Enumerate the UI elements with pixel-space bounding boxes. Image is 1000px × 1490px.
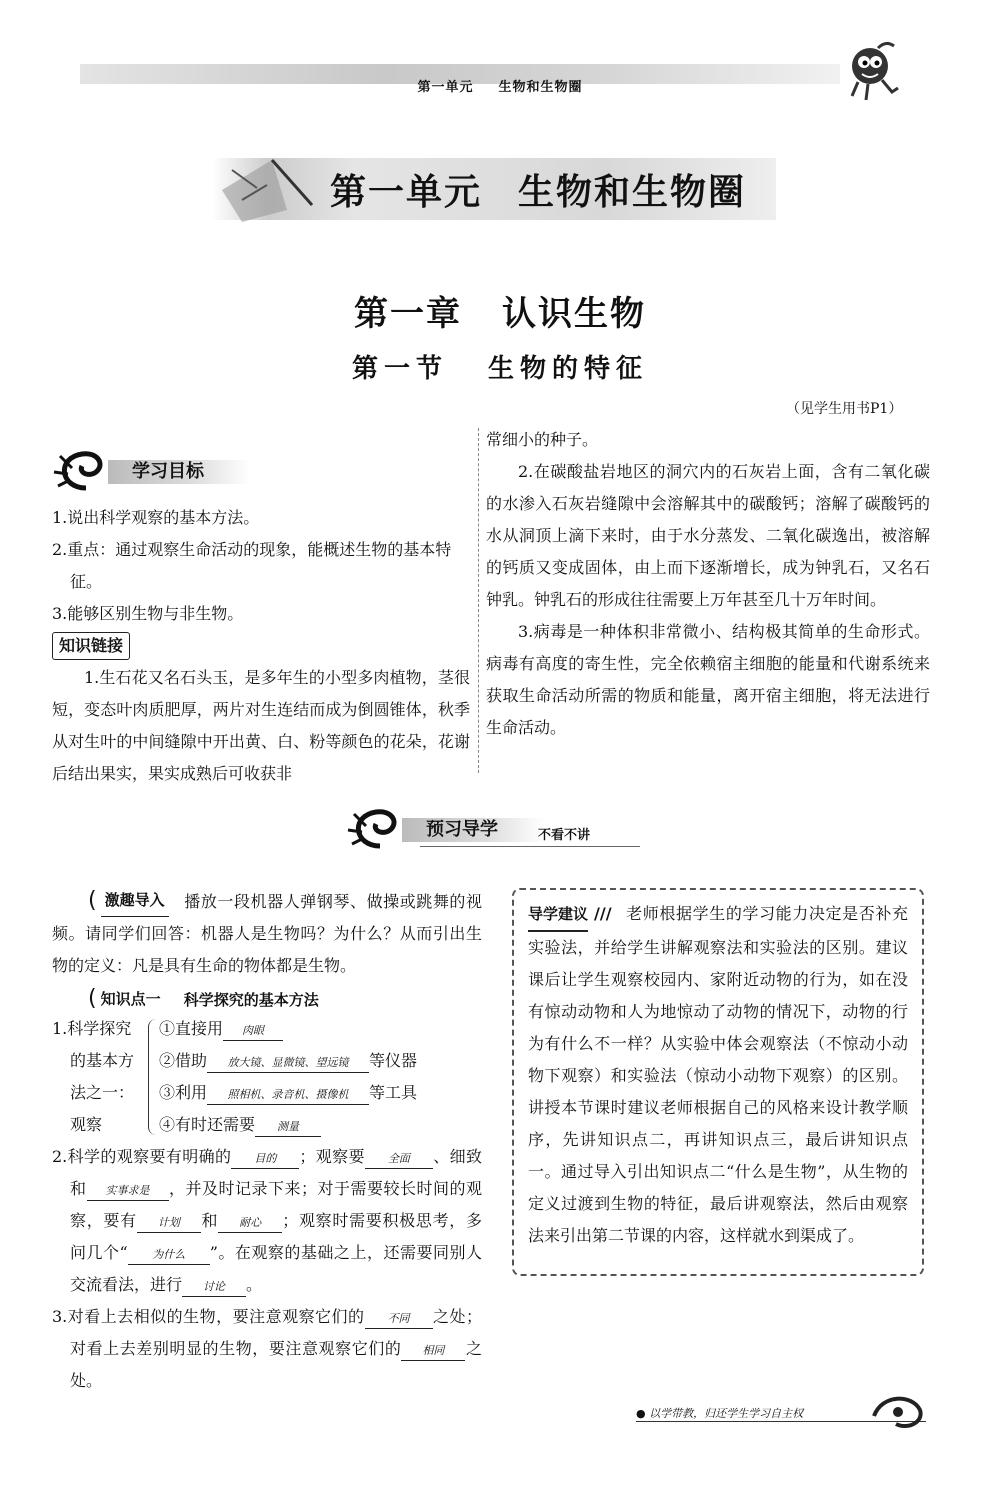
q1-brace: [148, 1019, 159, 1135]
teaching-advice-box: [512, 888, 924, 1276]
footer-page-corner-icon: [868, 1386, 928, 1434]
mascot-icon: [838, 36, 908, 106]
q2-answer: 全面: [365, 1150, 433, 1169]
q2-answer: 耐心: [218, 1214, 282, 1233]
running-head-unit: 第一单元: [417, 80, 474, 95]
q1-stem-line: 1.科学探究: [52, 1018, 132, 1038]
q1-option: [159, 1045, 417, 1077]
q3-text: 之处。: [70, 1338, 482, 1390]
q3-text: 之处；对看上去差别明显的生物，要注意观察它们的: [70, 1306, 482, 1358]
goal-item: 2.重点：通过观察生命活动的现象，能概述生物的基本特征。: [52, 540, 452, 591]
learning-goals-title: 学习目标: [108, 460, 250, 484]
q1-options: [159, 1013, 417, 1141]
column-divider: [478, 428, 480, 773]
kp1-label: 知识点一: [100, 989, 161, 1008]
bullet-icon: ●: [636, 1407, 646, 1420]
section-name: 生物的特征: [488, 354, 649, 384]
unit-number: 第一单元: [330, 172, 483, 213]
q3-answer: 相同: [401, 1342, 465, 1361]
knowledge-link-paragraph-3: 3.病毒是一种体积非常微小、结构极其简单的生命形式。病毒有高度的寄生性，完全依赖宿主细胞的能量和代谢系统来获取生命活动所需的物质和能量，离开宿主细胞，将无法进行生命活动。: [486, 622, 930, 737]
q1-option-answer: 照相机、录音机、摄像机: [207, 1086, 369, 1105]
preview-content: [52, 884, 482, 1397]
q3-text: 3.对看上去相似的生物，要注意观察它们的: [52, 1306, 365, 1326]
kp1-question-1: [52, 1013, 482, 1141]
q2-text: 和: [200, 1210, 219, 1230]
knowledge-link-heading: 知识链接: [52, 632, 130, 660]
intro-tag: [88, 884, 169, 917]
chapter-title: [0, 286, 1000, 335]
section-title: [0, 348, 1000, 385]
chapter-number: 第一章: [354, 294, 462, 334]
q2-text: ，并及时记录下来；对于需要较长时间的观察，要有: [70, 1178, 482, 1230]
q2-answer: 讨论: [182, 1278, 246, 1297]
student-book-reference: （见学生用书P1）: [786, 401, 903, 417]
q2-answer: 为什么: [128, 1246, 210, 1265]
q1-option-text: ④有时还需要: [159, 1114, 256, 1134]
preview-underline: [420, 846, 640, 847]
q1-option-suffix: 等仪器: [369, 1050, 418, 1070]
slash-icon: ///: [594, 904, 612, 923]
q2-text: ”。在观察的基础之上，还需要同别人交流看法，进行: [70, 1242, 482, 1294]
q1-option-suffix: 等工具: [369, 1082, 418, 1102]
unit-title: [330, 164, 746, 215]
q1-option-text: ②借助: [159, 1050, 208, 1070]
preview-subtitle: 不看不讲: [538, 828, 591, 843]
bracket-icon: (: [88, 887, 97, 913]
teaching-advice-body: 老师根据学生的学习能力决定是否补充实验法，并给学生讲解观察法和实验法的区别。建议课后让学生观察校园内、家附近动物的行为，如在没有惊动动物和人为地惊动了动物的情况下，动物的行为有什么不一样？从实验中体会观察法（不惊动小动物下观察）和实验法（惊动小动物下观察）的区别。讲授本节课时建议老师根据自己的风格来设计教学顺序，先讲知识点二，再讲知识点三，最后讲知识点一。通过导入引出知识点二“什么是生物”，从生物的定义过渡到生物的特征，最后讲观察法，然后由观察法来引出第二节课的内容，这样就水到渠成了。: [528, 904, 908, 1245]
section-number: 第一节: [351, 354, 448, 384]
kp1-question-3: [52, 1301, 482, 1397]
q1-option-text: ①直接用: [159, 1018, 224, 1038]
q2-text: ；观察时需要积极思考，多问几个“: [70, 1210, 482, 1262]
q2-text: 。: [246, 1274, 263, 1294]
intro-text: 播放一段机器人弹钢琴、做操或跳舞的视频。请同学们回答：机器人是生物吗？为什么？从而引出生物的定义：凡是具有生命的物体都是生物。: [52, 891, 482, 975]
intro-paragraph: [52, 884, 482, 982]
teaching-advice-label: 导学建议: [528, 898, 588, 932]
q2-text: ；观察要: [299, 1146, 365, 1166]
q1-option: [159, 1109, 417, 1141]
q2-answer: 计划: [137, 1214, 201, 1233]
bracket-icon: (: [88, 985, 97, 1011]
unit-banner-flag-icon: [212, 150, 322, 230]
knowledge-link-continued: [486, 424, 930, 744]
kp1-heading: [88, 986, 482, 1011]
learning-goals-heading: [52, 448, 470, 494]
q1-stem-line: 观察: [70, 1114, 103, 1134]
q1-stem: [52, 1013, 148, 1141]
q2-text: 、细致和: [70, 1146, 482, 1198]
q1-stem-line: 法之一：: [70, 1082, 135, 1102]
preview-title: 预习导学: [402, 818, 544, 842]
goal-item: 1.说出科学观察的基本方法。: [52, 508, 260, 527]
teaching-advice-text: [514, 890, 922, 1252]
q2-answer: 实事求是: [87, 1182, 169, 1201]
swirl-icon: [346, 806, 410, 852]
kp1-question-2: [52, 1141, 482, 1301]
running-head-title: 生物和生物圈: [498, 80, 583, 95]
q1-option-text: ③利用: [159, 1082, 208, 1102]
chapter-name: 认识生物: [502, 294, 646, 334]
q1-stem-line: 的基本方: [70, 1050, 135, 1070]
kp1-title: 科学探究的基本方法: [183, 990, 319, 1009]
q1-option-answer: 测量: [255, 1118, 321, 1137]
q2-answer: 目的: [231, 1150, 299, 1169]
knowledge-link-paragraph-1: 1.生石花又名石头玉，是多年生的小型多肉植物，茎很短，变态叶肉质肥厚，两片对生连结而成为倒圆锥体，秋季从对生叶的中间缝隙中开出黄、白、粉等颜色的花朵，花谢后结出果实，果实成熟后可收获非: [52, 668, 470, 783]
q1-option-answer: 放大镜、显微镜、望远镜: [207, 1054, 369, 1073]
footer-text: 以学带教，归还学生学习自主权: [649, 1407, 804, 1420]
knowledge-link-paragraph-2: 2.在碳酸盐岩地区的洞穴内的石灰岩上面，含有二氧化碳的水渗入石灰岩缝隙中会溶解其中的碳酸钙；溶解了碳酸钙的水从洞顶上滴下来时，由于水分蒸发、二氧化碳逸出，被溶解的钙质又变成固体，由上而下逐渐增长，成为钟乳石，又名石钟乳。钟乳石的形成往往需要上万年甚至几十万年时间。: [486, 462, 930, 609]
q1-option: [159, 1013, 417, 1045]
q1-option: [159, 1077, 417, 1109]
intro-label: 激趣导入: [101, 884, 169, 917]
learning-goals: [52, 448, 470, 790]
swirl-icon: [52, 448, 116, 494]
knowledge-link-paragraph-1-end: 常细小的种子。: [486, 430, 599, 449]
kp1-tag: [88, 986, 161, 1011]
q1-option-answer: 肉眼: [223, 1022, 283, 1041]
goal-item: 3.能够区别生物与非生物。: [52, 604, 244, 623]
q2-text: 2.科学的观察要有明确的: [52, 1146, 232, 1166]
unit-name: 生物和生物圈: [518, 172, 747, 213]
q3-answer: 不同: [365, 1310, 433, 1329]
